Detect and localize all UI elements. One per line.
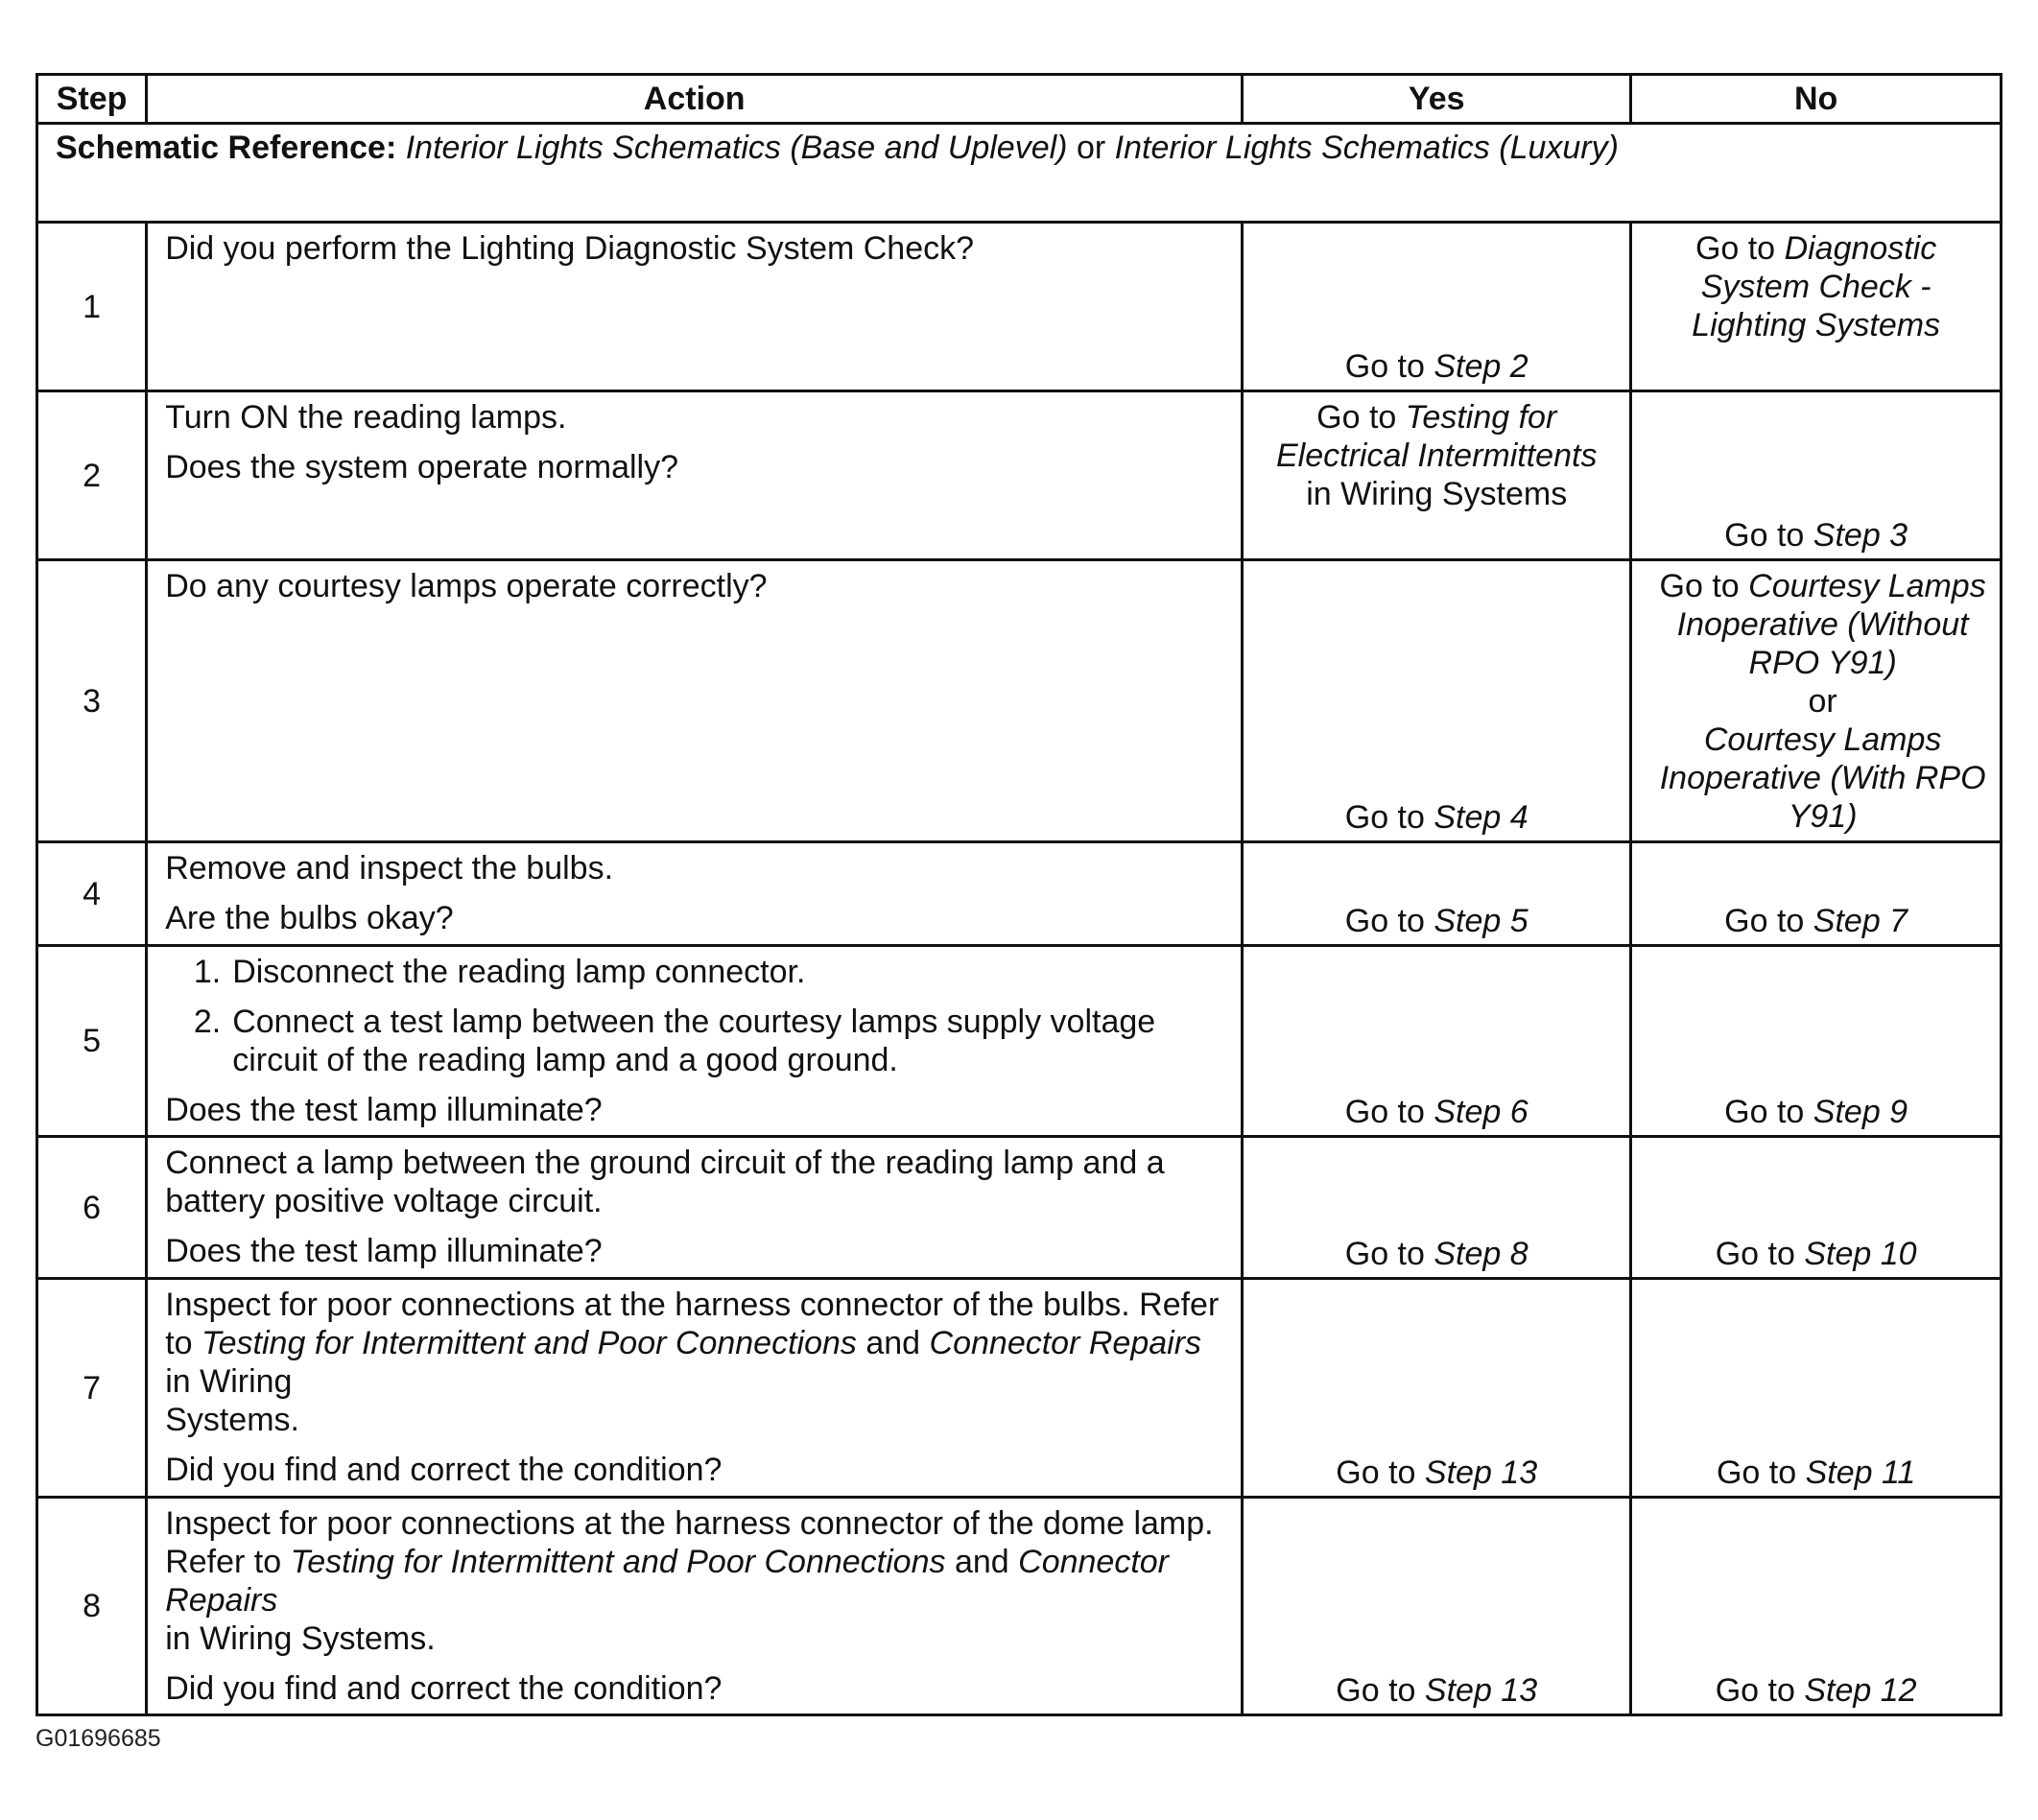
yes-link[interactable]: Step 6 xyxy=(1434,1094,1528,1130)
table-row xyxy=(37,391,2002,560)
table-row xyxy=(37,223,2002,391)
action-cell xyxy=(147,842,1243,946)
action-text: Did you perform the Lighting Diagnostic System Check? xyxy=(165,230,975,267)
yes-cell[interactable]: Go to Step 13 xyxy=(1243,1279,1631,1498)
ref-link-intermittent[interactable]: Testing for Intermittent and Poor Connections xyxy=(290,1544,946,1580)
figure-id: G01696685 xyxy=(36,1725,161,1752)
no-cell[interactable]: Go to Courtesy Lamps Inoperative (Without RPO Y91) or Courtesy Lamps Inoperative (With RPO Y91) xyxy=(1631,560,2002,842)
schematic-or: or xyxy=(1076,130,1106,166)
no-cell[interactable]: Go to Step 3 xyxy=(1631,391,2002,560)
question-text: Does the test lamp illuminate? xyxy=(165,1233,603,1269)
schematic-reference xyxy=(37,124,2002,223)
action-text: Remove and inspect the bulbs. xyxy=(165,850,614,886)
diagnostic-table xyxy=(36,73,2002,1716)
no-link[interactable]: Courtesy Lamps Inoperative (Without RPO Y91) xyxy=(1676,568,1986,681)
action-cell xyxy=(147,391,1243,560)
no-link[interactable]: Step 3 xyxy=(1813,517,1908,554)
no-link[interactable]: Step 10 xyxy=(1804,1236,1917,1272)
yes-link[interactable]: Step 4 xyxy=(1434,799,1528,836)
yes-link[interactable]: Testing for Electrical Intermittents xyxy=(1276,399,1598,474)
yes-link[interactable]: Step 13 xyxy=(1424,1454,1538,1491)
step-number: 4 xyxy=(37,842,147,946)
question-text: Does the system operate normally? xyxy=(165,449,678,485)
question-text: Are the bulbs okay? xyxy=(165,900,454,936)
question-text: Did you find and correct the condition? xyxy=(165,1452,723,1488)
header-yes: Yes xyxy=(1243,75,1631,124)
action-text: Inspect for poor connections at the harness connector of the bulbs. Refer to Testing for Intermittent and Poor Connections and Connector Repairs in Wiring Systems. xyxy=(165,1287,1220,1438)
ref-link-connector-repairs[interactable]: Connector Repairs xyxy=(165,1544,1170,1619)
action-cell xyxy=(147,560,1243,842)
yes-cell[interactable]: Go to Step 4 xyxy=(1243,560,1631,842)
step-number: 7 xyxy=(37,1279,147,1498)
schematic-label: Schematic Reference: xyxy=(56,130,397,166)
no-cell[interactable]: Go to Step 7 xyxy=(1631,842,2002,946)
yes-suffix: in Wiring Systems xyxy=(1306,476,1568,512)
question-text: Does the test lamp illuminate? xyxy=(165,1092,603,1128)
action-cell xyxy=(147,1137,1243,1279)
action-text: Connect a lamp between the ground circuit of the reading lamp and a battery positive voltage circuit. xyxy=(165,1145,1165,1219)
table-row xyxy=(37,842,2002,946)
no-link[interactable]: Step 12 xyxy=(1804,1672,1917,1709)
header-no: No xyxy=(1631,75,2002,124)
no-or: or xyxy=(1808,683,1837,720)
table-row xyxy=(37,560,2002,842)
yes-cell[interactable]: Go to Step 6 xyxy=(1243,946,1631,1137)
yes-cell[interactable]: Go to Step 8 xyxy=(1243,1137,1631,1279)
table-row xyxy=(37,1498,2002,1715)
action-cell xyxy=(147,1279,1243,1498)
step-number: 2 xyxy=(37,391,147,560)
yes-link[interactable]: Step 2 xyxy=(1434,348,1528,385)
action-text: Turn ON the reading lamps. xyxy=(165,399,567,436)
no-link-2[interactable]: Courtesy Lamps Inoperative (With RPO Y91) xyxy=(1659,721,1986,835)
action-cell xyxy=(147,1498,1243,1715)
list-item: 2. Connect a test lamp between the courtesy lamps supply voltage circuit of the reading lamp and a good ground. xyxy=(193,1004,1156,1078)
step-number: 1 xyxy=(37,223,147,391)
no-link[interactable]: Step 7 xyxy=(1813,903,1908,939)
yes-link[interactable]: Step 13 xyxy=(1424,1672,1538,1709)
step-number: 8 xyxy=(37,1498,147,1715)
step-number: 6 xyxy=(37,1137,147,1279)
table-row xyxy=(37,946,2002,1137)
step-number: 3 xyxy=(37,560,147,842)
yes-cell[interactable]: Go to Step 13 xyxy=(1243,1498,1631,1715)
yes-cell[interactable]: Go to Step 2 xyxy=(1243,223,1631,391)
yes-link[interactable]: Step 8 xyxy=(1434,1236,1528,1272)
no-link[interactable]: Step 9 xyxy=(1813,1094,1908,1130)
action-text: Do any courtesy lamps operate correctly? xyxy=(165,568,768,604)
schematic-link-base[interactable]: Interior Lights Schematics (Base and Uplevel) xyxy=(405,130,1068,166)
list-item: 1. Disconnect the reading lamp connector. xyxy=(193,954,806,990)
ref-link-intermittent[interactable]: Testing for Intermittent and Poor Connections xyxy=(201,1325,857,1361)
no-cell[interactable]: Go to Step 10 xyxy=(1631,1137,2002,1279)
action-cell xyxy=(147,223,1243,391)
action-text: Inspect for poor connections at the harness connector of the dome lamp. Refer to Testing for Intermittent and Poor Connections and Connector Repairs in Wiring Systems. xyxy=(165,1505,1214,1657)
step-number: 5 xyxy=(37,946,147,1137)
question-text: Did you find and correct the condition? xyxy=(165,1670,723,1707)
header-action: Action xyxy=(147,75,1243,124)
table-row xyxy=(37,1137,2002,1279)
no-cell[interactable]: Go to Diagnostic System Check - Lighting Systems xyxy=(1631,223,2002,391)
table-row xyxy=(37,1279,2002,1498)
ref-link-connector-repairs[interactable]: Connector Repairs xyxy=(929,1325,1202,1361)
schematic-link-luxury[interactable]: Interior Lights Schematics (Luxury) xyxy=(1114,130,1619,166)
no-link[interactable]: Step 11 xyxy=(1805,1454,1916,1491)
yes-link[interactable]: Step 5 xyxy=(1434,903,1528,939)
yes-cell[interactable]: Go to Step 5 xyxy=(1243,842,1631,946)
yes-cell[interactable]: Go to Testing for Electrical Intermittents in Wiring Systems xyxy=(1243,391,1631,560)
action-cell xyxy=(147,946,1243,1137)
no-link[interactable]: Diagnostic System Check - Lighting Systems xyxy=(1692,230,1941,343)
schematic-reference-row xyxy=(37,124,2002,223)
no-cell[interactable]: Go to Step 11 xyxy=(1631,1279,2002,1498)
no-cell[interactable]: Go to Step 12 xyxy=(1631,1498,2002,1715)
header-step: Step xyxy=(37,75,147,124)
header-row xyxy=(37,75,2002,124)
no-cell[interactable]: Go to Step 9 xyxy=(1631,946,2002,1137)
